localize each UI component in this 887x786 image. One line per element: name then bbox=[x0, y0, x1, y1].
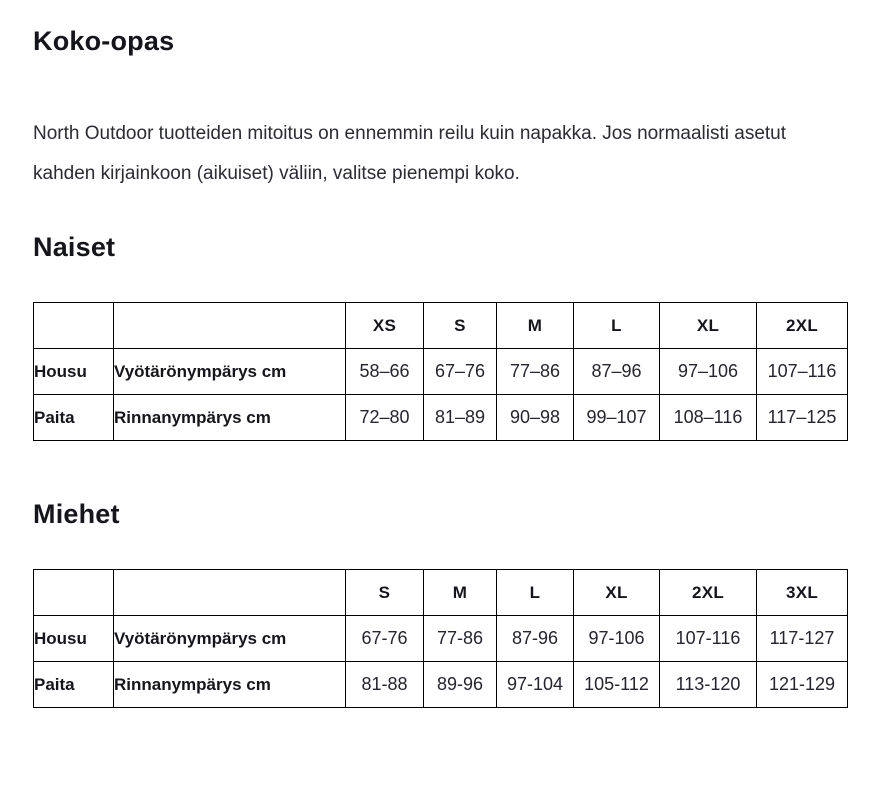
row-measure-label: Vyötärönympärys cm bbox=[114, 349, 346, 395]
size-column-header: S bbox=[346, 570, 424, 616]
size-column-header: M bbox=[497, 303, 574, 349]
row-item-label: Housu bbox=[34, 616, 114, 662]
size-range-cell: 113-120 bbox=[660, 662, 757, 708]
size-range-cell: 72–80 bbox=[346, 395, 424, 441]
table-row bbox=[34, 616, 848, 662]
row-measure-label: Rinnanympärys cm bbox=[114, 662, 346, 708]
corner-cell-measure bbox=[114, 303, 346, 349]
size-range-cell: 105-112 bbox=[574, 662, 660, 708]
size-column-header: M bbox=[424, 570, 497, 616]
size-range-cell: 117-127 bbox=[757, 616, 848, 662]
size-range-cell: 90–98 bbox=[497, 395, 574, 441]
size-range-cell: 121-129 bbox=[757, 662, 848, 708]
table-row bbox=[34, 395, 848, 441]
naiset-size-table bbox=[33, 302, 848, 441]
size-range-cell: 89-96 bbox=[424, 662, 497, 708]
size-column-header: L bbox=[497, 570, 574, 616]
table-header-row bbox=[34, 570, 848, 616]
size-column-header: XS bbox=[346, 303, 424, 349]
size-column-header: S bbox=[424, 303, 497, 349]
size-range-cell: 107-116 bbox=[660, 616, 757, 662]
size-range-cell: 117–125 bbox=[757, 395, 848, 441]
table-header-row bbox=[34, 303, 848, 349]
size-column-header: 2XL bbox=[757, 303, 848, 349]
page-title: Koko-opas bbox=[33, 26, 175, 56]
intro-paragraph: North Outdoor tuotteiden mitoitus on ennemmin reilu kuin napakka. Jos normaalisti asetut kahden kirjainkoon (aikuiset) väliin, valitse pienempi koko. bbox=[33, 123, 787, 184]
size-range-cell: 97–106 bbox=[660, 349, 757, 395]
size-column-header: 2XL bbox=[660, 570, 757, 616]
size-range-cell: 87-96 bbox=[497, 616, 574, 662]
size-range-cell: 81–89 bbox=[424, 395, 497, 441]
size-range-cell: 108–116 bbox=[660, 395, 757, 441]
corner-cell-measure bbox=[114, 570, 346, 616]
table-row bbox=[34, 349, 848, 395]
miehet-size-table bbox=[33, 569, 848, 708]
size-column-header: 3XL bbox=[757, 570, 848, 616]
corner-cell-item bbox=[34, 570, 114, 616]
row-item-label: Paita bbox=[34, 662, 114, 708]
corner-cell-item bbox=[34, 303, 114, 349]
size-range-cell: 77-86 bbox=[424, 616, 497, 662]
size-range-cell: 81-88 bbox=[346, 662, 424, 708]
size-column-header: L bbox=[574, 303, 660, 349]
size-range-cell: 58–66 bbox=[346, 349, 424, 395]
row-item-label: Paita bbox=[34, 395, 114, 441]
section-heading-naiset: Naiset bbox=[33, 232, 116, 262]
table-row bbox=[34, 662, 848, 708]
size-range-cell: 67-76 bbox=[346, 616, 424, 662]
size-column-header: XL bbox=[660, 303, 757, 349]
row-measure-label: Rinnanympärys cm bbox=[114, 395, 346, 441]
size-range-cell: 99–107 bbox=[574, 395, 660, 441]
size-range-cell: 107–116 bbox=[757, 349, 848, 395]
size-range-cell: 77–86 bbox=[497, 349, 574, 395]
size-range-cell: 97-104 bbox=[497, 662, 574, 708]
section-heading-miehet: Miehet bbox=[33, 499, 120, 529]
size-column-header: XL bbox=[574, 570, 660, 616]
row-measure-label: Vyötärönympärys cm bbox=[114, 616, 346, 662]
size-range-cell: 87–96 bbox=[574, 349, 660, 395]
size-range-cell: 67–76 bbox=[424, 349, 497, 395]
size-range-cell: 97-106 bbox=[574, 616, 660, 662]
row-item-label: Housu bbox=[34, 349, 114, 395]
